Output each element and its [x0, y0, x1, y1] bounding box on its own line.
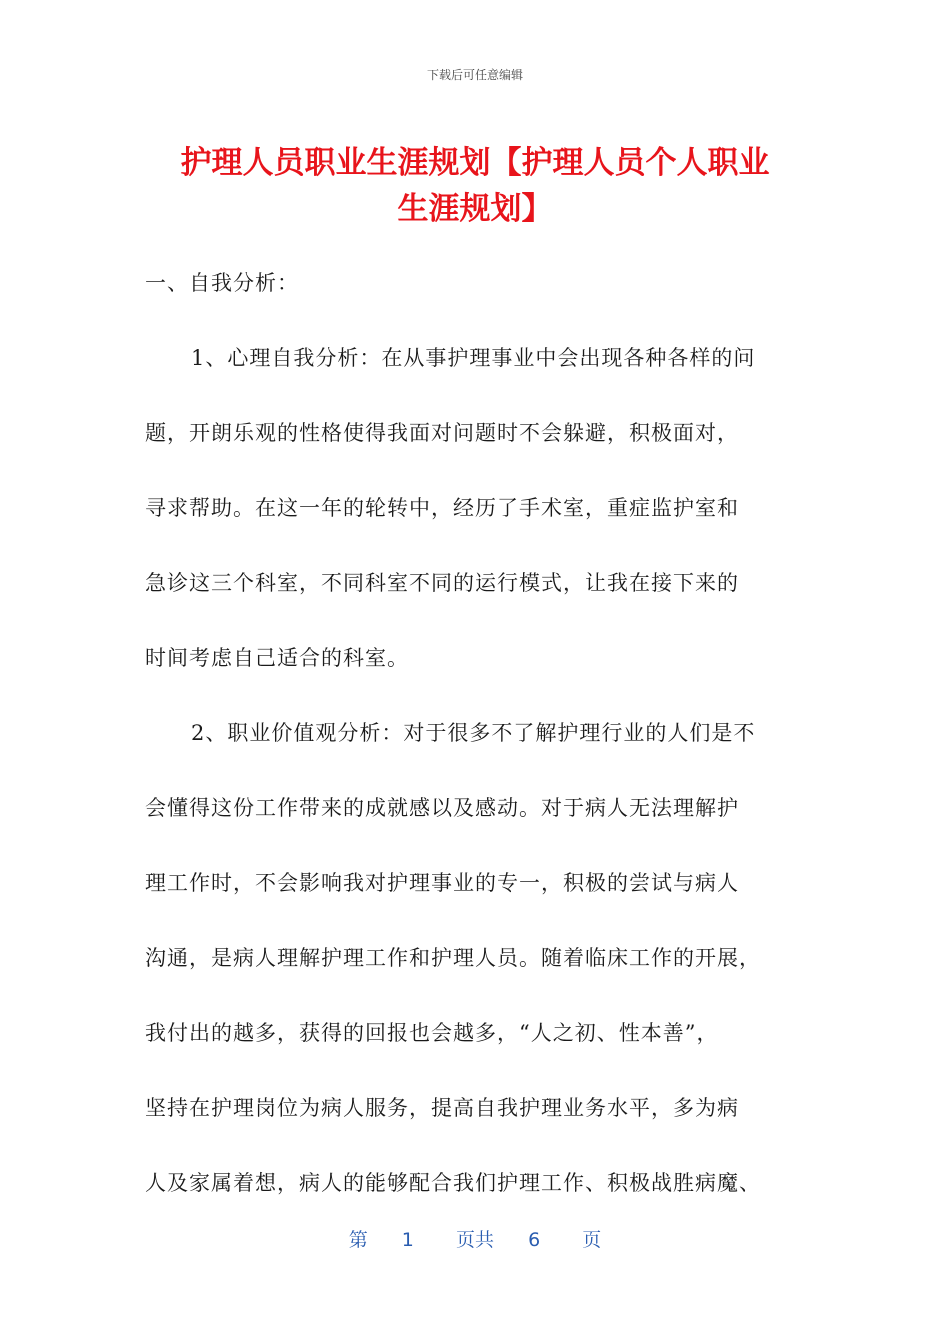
document-title — [145, 140, 805, 232]
page-middle: 页共 — [455, 1229, 494, 1251]
body-line: 会懂得这份工作带来的成就感以及感动。对于病人无法理解护 — [145, 796, 739, 820]
body-line: 急诊这三个科室，不同科室不同的运行模式，让我在接下来的 — [145, 571, 739, 595]
page-suffix: 页 — [582, 1229, 602, 1251]
body-line: 坚持在护理岗位为病人服务，提高自我护理业务水平，多为病 — [145, 1096, 739, 1120]
body-line: 理工作时，不会影响我对护理事业的专一，积极的尝试与病人 — [145, 871, 739, 895]
header-note: 下载后可任意编辑 — [426, 68, 523, 82]
page-total: 6 — [528, 1229, 541, 1251]
body-line: 一、自我分析： — [145, 271, 299, 295]
page-prefix: 第 — [348, 1229, 368, 1251]
page-footer — [0, 1225, 950, 1252]
body-line: 人及家属着想，病人的能够配合我们护理工作、积极战胜病魔、 — [145, 1171, 761, 1195]
title-line-2: 生涯规划】 — [397, 191, 553, 227]
page-current: 1 — [401, 1229, 414, 1251]
body-line: 寻求帮助。在这一年的轮转中，经历了手术室，重症监护室和 — [145, 496, 739, 520]
body-line: 1、心理自我分析：在从事护理事业中会出现各种各样的问 — [191, 346, 756, 370]
document-body — [145, 246, 805, 1221]
body-line: 2、职业价值观分析：对于很多不了解护理行业的人们是不 — [191, 721, 756, 745]
body-line: 时间考虑自己适合的科室。 — [145, 646, 409, 670]
body-line: 我付出的越多，获得的回报也会越多，“人之初、性本善”， — [145, 1021, 719, 1045]
body-line: 题，开朗乐观的性格使得我面对问题时不会躲避，积极面对， — [145, 421, 739, 445]
title-line-1: 护理人员职业生涯规划【护理人员个人职业 — [180, 145, 770, 181]
body-line: 沟通，是病人理解护理工作和护理人员。随着临床工作的开展， — [145, 946, 761, 970]
